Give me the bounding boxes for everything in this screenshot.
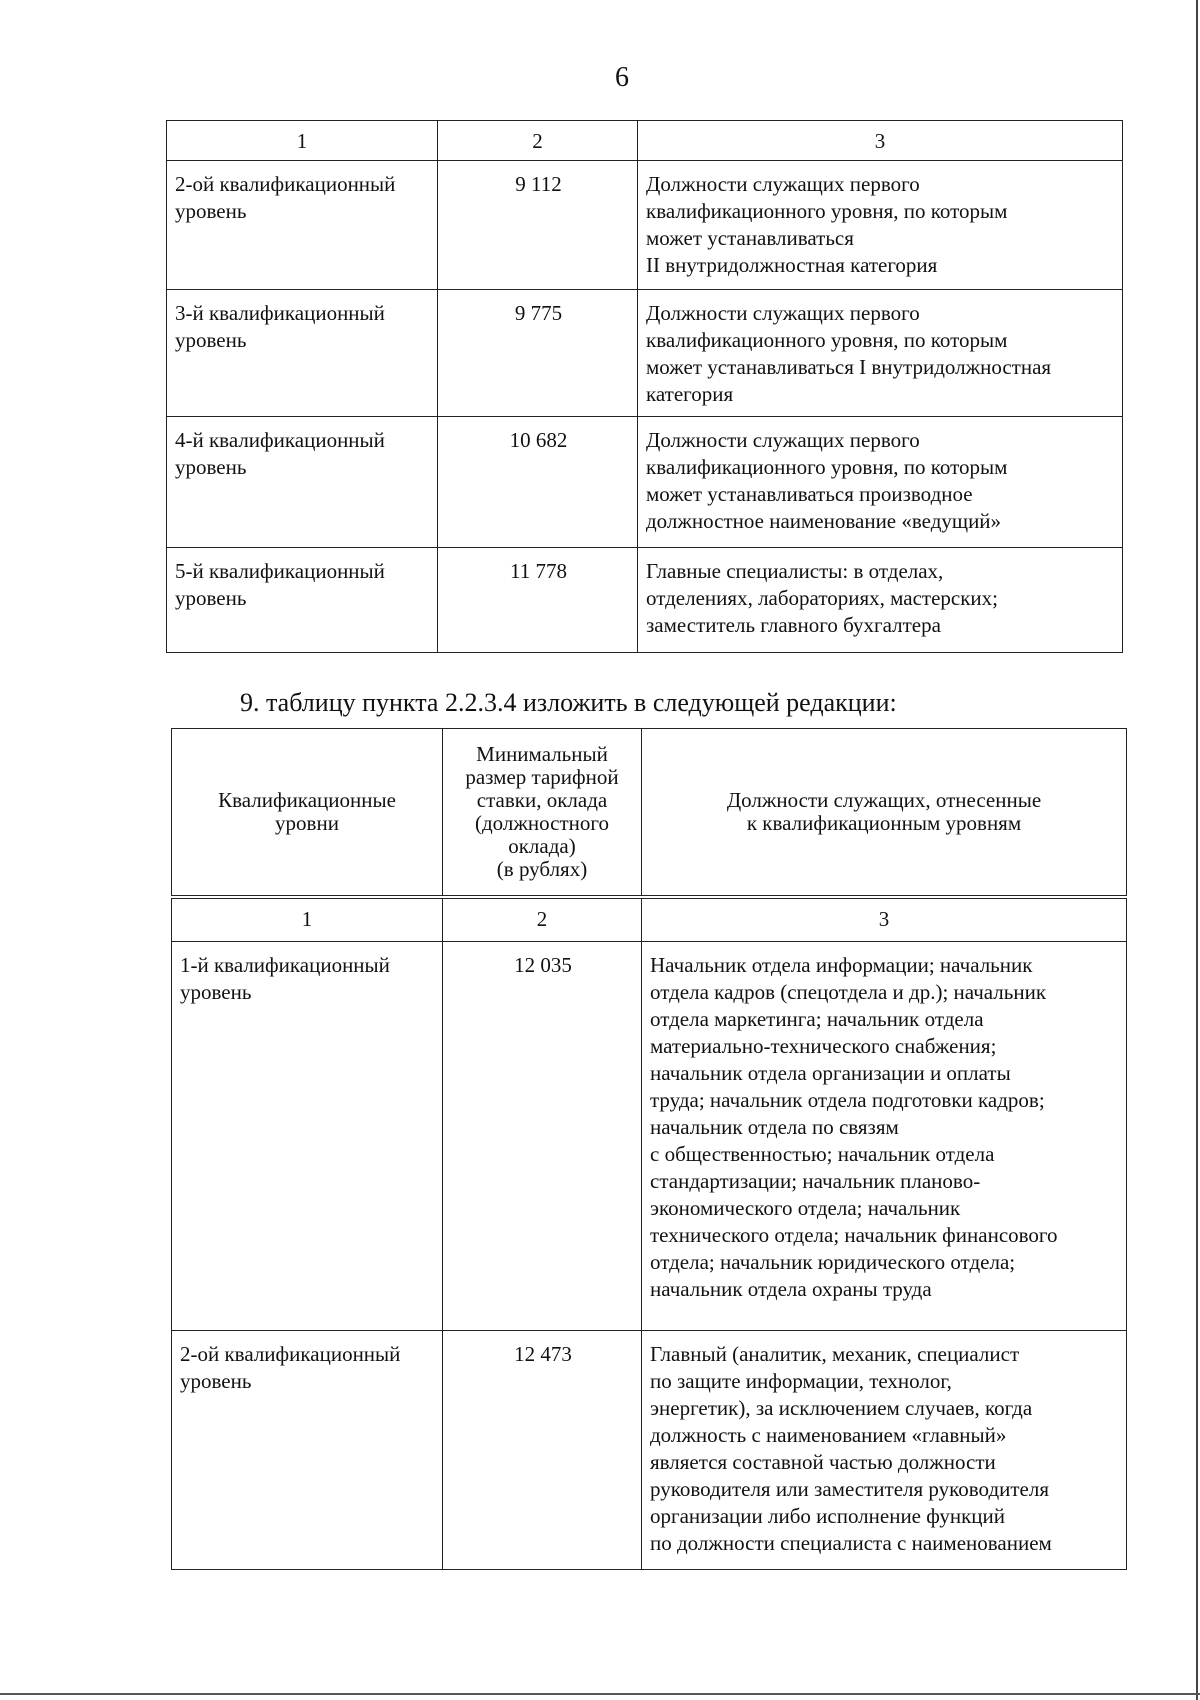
column-number: 1 [172, 897, 443, 942]
positions-cell: Должности служащих первого квалификационного уровня, по которым может устанавливаться II внутридолжностная категория [638, 161, 1123, 290]
level-cell: 5-й квалификационный уровень [167, 548, 438, 653]
column-number: 3 [642, 897, 1127, 942]
scan-bottom-line [0, 1693, 1200, 1695]
header-salary: Минимальный размер тарифной ставки, оклада (должностного оклада) (в рублях) [443, 729, 642, 898]
table-row [172, 1331, 1127, 1570]
level-cell: 2-ой квалификационный уровень [167, 161, 438, 290]
header-levels: Квалификационные уровни [172, 729, 443, 898]
level-cell: 4-й квалификационный уровень [167, 417, 438, 548]
column-number: 2 [443, 897, 642, 942]
salary-cell: 10 682 [438, 417, 638, 548]
salary-cell: 12 035 [443, 942, 642, 1331]
header-row [172, 729, 1127, 898]
level-cell: 1-й квалификационный уровень [172, 942, 443, 1331]
salary-cell: 12 473 [443, 1331, 642, 1570]
section-heading: 9. таблицу пункта 2.2.3.4 изложить в следующей редакции: [240, 688, 897, 717]
column-number-row [167, 121, 1123, 161]
positions-cell: Должности служащих первого квалификационного уровня, по которым может устанавливаться I внутридолжностная категория [638, 290, 1123, 417]
salary-cell: 9 112 [438, 161, 638, 290]
qualification-table-continued [166, 120, 1123, 653]
page-number: 6 [615, 62, 629, 93]
positions-cell: Главный (аналитик, механик, специалист по защите информации, технолог, энергетик), за исключением случаев, когда должность с наименованием «главный» является составной частью должности руководителя или заместителя руководителя организации либо исполнение функций по должности специалиста с наименованием [642, 1331, 1127, 1570]
table-row [167, 548, 1123, 653]
column-number: 1 [167, 121, 438, 161]
header-positions: Должности служащих, отнесенные к квалификационным уровням [642, 729, 1127, 898]
level-cell: 3-й квалификационный уровень [167, 290, 438, 417]
scan-edge-line [1196, 0, 1198, 1700]
qualification-table-2-2-3-4 [171, 728, 1127, 1570]
table-row [172, 942, 1127, 1331]
positions-cell: Должности служащих первого квалификационного уровня, по которым может устанавливаться производное должностное наименование «ведущий» [638, 417, 1123, 548]
positions-cell: Начальник отдела информации; начальник отдела кадров (спецотдела и др.); начальник отдела маркетинга; начальник отдела материально-технического снабжения; начальник отдела организации и оплаты труда; начальник отдела подготовки кадров; начальник отдела по связям с общественностью; начальник отдела стандартизации; начальник планово- экономического отдела; начальник технического отдела; начальник финансового отдела; начальник юридического отдела; начальник отдела охраны труда [642, 942, 1127, 1331]
level-cell: 2-ой квалификационный уровень [172, 1331, 443, 1570]
salary-cell: 11 778 [438, 548, 638, 653]
column-number: 3 [638, 121, 1123, 161]
salary-cell: 9 775 [438, 290, 638, 417]
table-row [167, 417, 1123, 548]
column-number-row [172, 897, 1127, 942]
positions-cell: Главные специалисты: в отделах, отделениях, лабораториях, мастерских; заместитель главного бухгалтера [638, 548, 1123, 653]
table-row [167, 161, 1123, 290]
column-number: 2 [438, 121, 638, 161]
table-row [167, 290, 1123, 417]
